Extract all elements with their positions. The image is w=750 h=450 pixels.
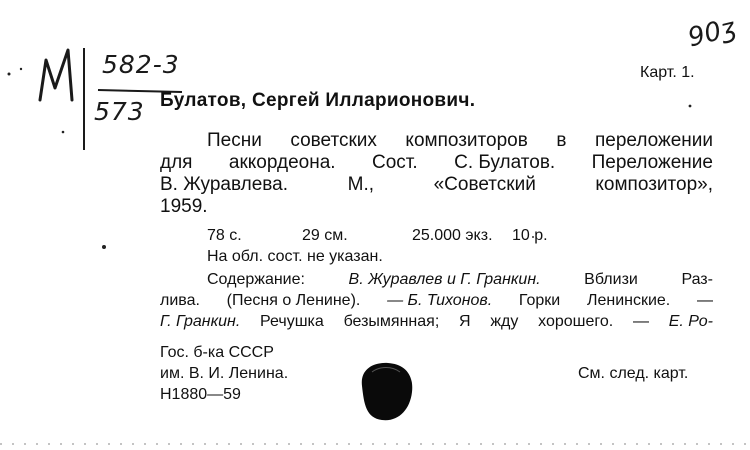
contents-line-3: Г. Гранкин. Речушка безымянная; Я жду хорошего. — Е. Ро- xyxy=(160,313,713,330)
description-line-2: для аккордеона. Сост. С. Булатов. Переложение xyxy=(160,152,713,173)
price: 10 р. xyxy=(512,227,548,244)
see-next-card: См. след. карт. xyxy=(578,365,689,382)
compiler-note: На обл. сост. не указан. xyxy=(207,248,383,265)
collation-line xyxy=(207,227,548,245)
contents-label: Содержание: xyxy=(207,271,305,288)
contents-line-1: Содержание: В. Журавлев и Г. Гранкин. Вблизи Раз- xyxy=(207,271,713,288)
contents-line-2: лива. (Песня о Ленине). — Б. Тихонов. Горки Ленинские. — xyxy=(160,292,713,309)
card-label: Карт. 1. xyxy=(640,64,695,81)
corner-handwriting: 90ʒ xyxy=(685,12,740,54)
description-line-3: В. Журавлева. М., «Советский композитор», xyxy=(160,174,713,195)
ink-blot xyxy=(362,363,412,420)
description-line-4: 1959. xyxy=(160,196,208,217)
copies: 25.000 экз. xyxy=(412,227,493,244)
description-line-1: Песни советских композиторов в переложении xyxy=(207,130,713,151)
size: 29 см. xyxy=(302,227,348,244)
catalog-number-bottom: 573 xyxy=(94,97,145,126)
library-code: Н1880—59 xyxy=(160,386,241,403)
contents-block xyxy=(160,269,713,332)
pages: 78 с. xyxy=(207,227,242,244)
author-heading: Булатов, Сергей Илларионович. xyxy=(160,90,476,111)
library-name: Гос. б-ка СССР xyxy=(160,344,274,361)
handwritten-m xyxy=(40,50,72,100)
catalog-number-top: 582-3 xyxy=(102,50,180,79)
library-name-cont: им. В. И. Ленина. xyxy=(160,365,289,382)
title-description xyxy=(160,130,713,218)
